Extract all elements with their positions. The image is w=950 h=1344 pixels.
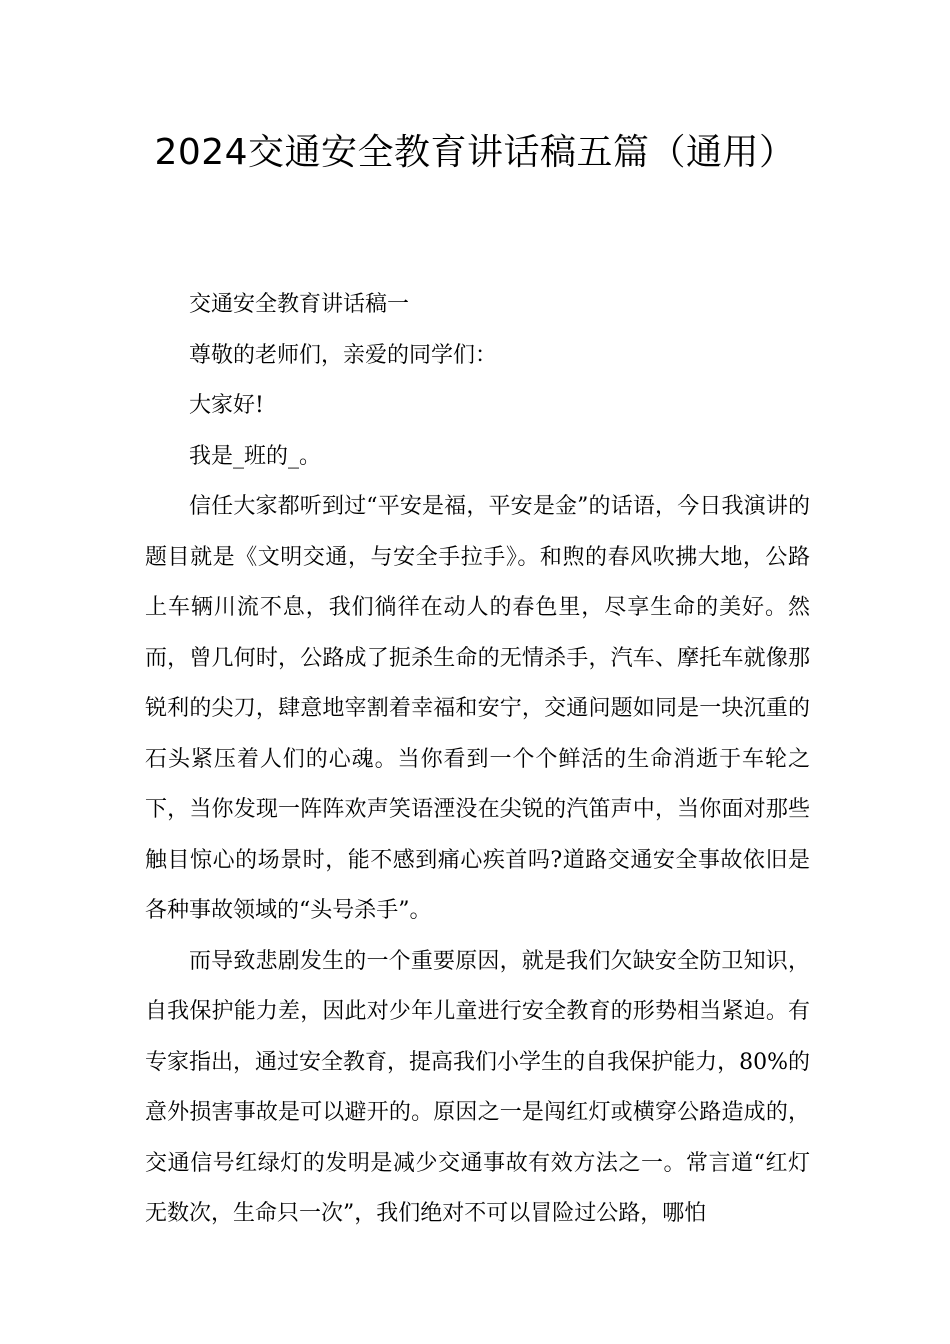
body-paragraph: 而导致悲剧发生的一个重要原因，就是我们欠缺安全防卫知识，自我保护能力差，因此对少年儿童进行安全教育的形势相当紧迫。有专家指出，通过安全教育，提高我们小学生的自我保护能力，80%的意外损害事故是可以避开的。原因之一是闯红灯或横穿公路造成的，交通信号红绿灯的发明是减少交通事故有效方法之一。常言道“红灯无数次，生命只一次”，我们绝对不可以冒险过公路，哪怕 [145,948,810,1226]
self-introduction: 我是_班的_。 [189,443,322,469]
salutation: 尊敬的老师们，亲爱的同学们： [189,342,498,368]
document-body [145,280,810,1240]
body-paragraph: 信任大家都听到过“平安是福，平安是金”的话语，今日我演讲的题目就是《文明交通，与安全手拉手》。和煦的春风吹拂大地，公路上车辆川流不息，我们徜徉在动人的春色里，尽享生命的美好。然而，曾几何时，公路成了扼杀生命的无情杀手，汽车、摩托车就像那锐利的尖刀，肆意地宰割着幸福和安宁，交通问题如同是一块沉重的石头紧压着人们的心魂。当你看到一个个鲜活的生命消逝于车轮之下，当你发现一阵阵欢声笑语湮没在尖锐的汽笛声中，当你面对那些触目惊心的场景时，能不感到痛心疾首吗?道路交通安全事故依旧是各种事故领域的“头号杀手”。 [145,494,810,923]
greeting: 大家好! [189,393,264,418]
section-heading: 交通安全教育讲话稿一 [189,292,410,317]
document-title: 2024交通安全教育讲话稿五篇（通用） [154,132,796,173]
